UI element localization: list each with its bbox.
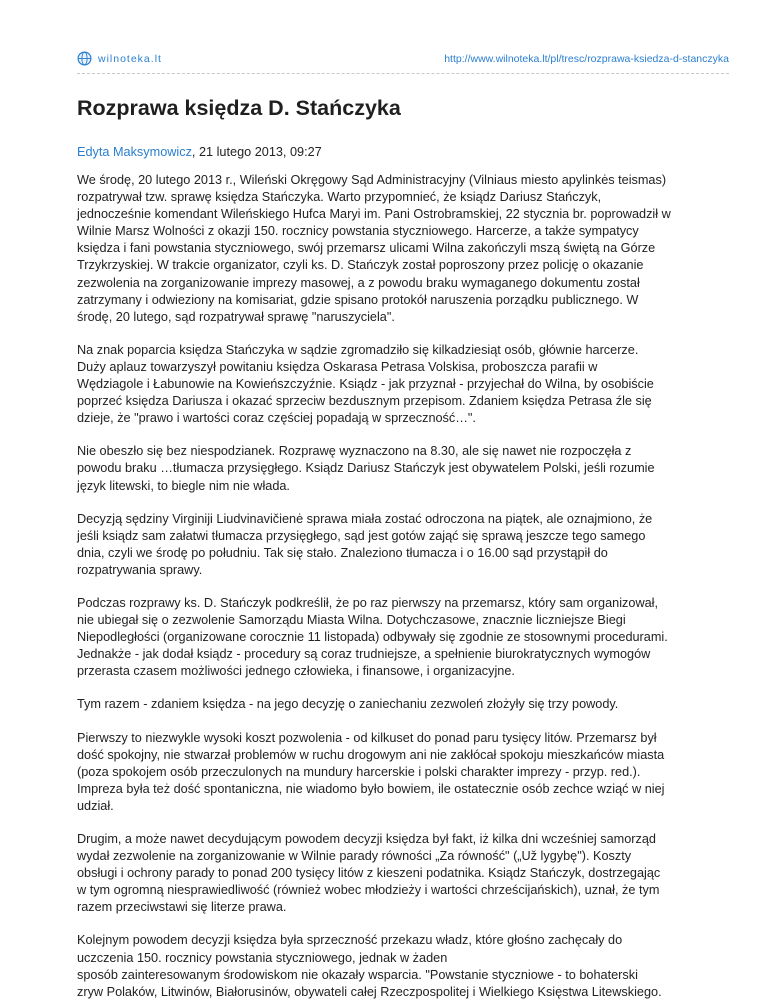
- paragraph-line: udział.: [77, 798, 114, 813]
- paragraph-line: jeśli ksiądz sam załatwi tłumacza przysięgłego, sąd jest gotów zająć się sprawą jeszcze tego samego: [77, 528, 646, 543]
- page-title: Rozprawa księdza D. Stańczyka: [77, 96, 401, 120]
- paragraph-gap: [77, 427, 757, 443]
- article-paragraph: [77, 511, 757, 579]
- site-name[interactable]: wilnoteka.lt: [98, 52, 162, 65]
- paragraph-line: Pierwszy to niezwykle wysoki koszt pozwolenia - od kilkuset do ponad paru tysięcy litów. Przemarsz był: [77, 730, 657, 745]
- article-paragraph: [77, 730, 757, 815]
- paragraph-line: język litewski, to biegle nim nie włada.: [77, 478, 290, 493]
- paragraph-line: księdza i fani powstania styczniowego, swój przemarsz ulicami Wilna zakończyli mszą świętą na Górze: [77, 241, 656, 256]
- paragraph-gap: [77, 916, 757, 932]
- paragraph-line: Trzykrzyskiej. W trakcie organizator, czyli ks. D. Stańczyk został poproszony przez policję o okazanie: [77, 258, 644, 273]
- paragraph-line: wydał zezwolenie na zorganizowanie w Wilnie parady równości „Za równość" („Už lygybę"). Koszty: [77, 849, 632, 864]
- paragraph-line: Podczas rozprawy ks. D. Stańczyk podkreślił, że po raz pierwszy na przemarsz, który sam organizował,: [77, 595, 659, 610]
- article-paragraph: [77, 696, 757, 713]
- paragraph-line: przerasta czasem możliwości jednego człowieka, i finansowe, i organizacyjne.: [77, 664, 515, 679]
- article-body: [77, 172, 757, 1001]
- globe-icon: [77, 51, 92, 66]
- article-paragraph: [77, 172, 757, 326]
- paragraph-line: Drugim, a może nawet decydującym powodem decyzji księdza był fakt, iż kilka dni wcześniej samorząd: [77, 832, 656, 846]
- author-link[interactable]: Edyta Maksymowicz: [77, 145, 192, 159]
- paragraph-line: środę, 20 lutego, sąd rozpatrywał sprawę "naruszyciela".: [77, 309, 395, 324]
- paragraph-gap: [77, 326, 757, 342]
- paragraph-line: rozpatrywania sprawy.: [77, 562, 203, 577]
- paragraph-line: uczczenia 150. rocznicy powstania styczniowego, jednak w żaden: [77, 950, 448, 965]
- paragraph-gap: [77, 680, 757, 696]
- article-paragraph: [77, 932, 757, 1000]
- paragraph-gap: [77, 815, 757, 831]
- paragraph-line: jednocześnie komendant Wileńskiego Hufca Maryi im. Pani Ostrobramskiej, 22 stycznia br. poprowadził w: [77, 207, 671, 222]
- paragraph-gap: [77, 579, 757, 595]
- paragraph-line: dzieje, że "prawo i wartości coraz częściej popadają w sprzeczność…".: [77, 411, 476, 426]
- paragraph-line: Impreza była też dość spontaniczna, nie wiadomo było bowiem, ile ostatecznie osób zechce wziąć w niej: [77, 781, 665, 796]
- article-paragraph: [77, 443, 757, 494]
- paragraph-line: Kolejnym powodem decyzji księdza była sprzeczność przekazu władz, które głośno zachęcały do: [77, 933, 623, 948]
- paragraph-line: Duży aplauz towarzyszył powitaniu księdza Oskarasa Petrasa Volskisa, proboszcza parafii w: [77, 359, 598, 374]
- page-header: [77, 51, 729, 74]
- article-paragraph: [77, 595, 757, 680]
- article-paragraph: [77, 831, 757, 916]
- paragraph-line: razem przeciwstawi się literze prawa.: [77, 900, 287, 915]
- paragraph-line: Nie obeszło się bez niespodzianek. Rozprawę wyznaczono na 8.30, ale się nawet nie rozpoczęła z: [77, 444, 632, 459]
- publish-date: , 21 lutego 2013, 09:27: [191, 145, 322, 159]
- paragraph-line: (poza spokojem osób przeczulonych na mundury harcerskie i polski charakter imprezy - przyp. red.).: [77, 764, 641, 779]
- paragraph-line: Wilnie Marsz Wolności z okazji 150. rocznicy powstania styczniowego. Harcerze, a także sympatycy: [77, 224, 639, 239]
- paragraph-line: Tym razem - zdaniem księdza - na jego decyzję o zaniechaniu zezwoleń złożyły się trzy powody.: [77, 697, 619, 712]
- page-url-link[interactable]: http://www.wilnoteka.lt/pl/tresc/rozprawa-ksiedza-d-stanczyka: [444, 53, 729, 65]
- article-paragraph: [77, 342, 757, 427]
- paragraph-line: w tym ogromną niesprawiedliwość (również wobec młodzieży i wartości chrześcijańskich), uznał, że tym: [77, 883, 660, 898]
- paragraph-line: sposób zainteresowanym środowiskom nie okazały wsparcia. "Powstanie styczniowe - to bohaterski: [77, 967, 638, 982]
- paragraph-line: Niepodległości (organizowane corocznie 11 listopada) odbywały się zgodnie ze stosownymi procedurami.: [77, 630, 668, 645]
- site-logo[interactable]: [77, 51, 162, 66]
- paragraph-line: obsługi i ochrony parady to ponad 200 tysięcy litów z kieszeni podatnika. Ksiądz Stańczyk, dostrzegając: [77, 866, 661, 881]
- paragraph-line: zatrzymany i odwieziony na komisariat, gdzie spisano protokół naruszenia porządku publicznego. W: [77, 292, 639, 307]
- paragraph-line: poprzeć księdza Dariusza i okazać sprzeciw bezdusznym przepisom. Zdaniem księdza Petrasa źle się: [77, 394, 652, 409]
- paragraph-line: nie ubiegał się o zezwolenie Samorządu Miasta Wilna. Dotychczasowe, znacznie liczniejsze Biegi: [77, 613, 626, 628]
- byline: [77, 145, 322, 159]
- paragraph-line: dość spokojny, nie stwarzał problemów w ruchu drogowym ani nie zakłócał spokoju mieszkańców miasta: [77, 747, 665, 762]
- paragraph-line: We środę, 20 lutego 2013 r., Wileński Okręgowy Sąd Administracyjny (Vilniaus miesto apylinkės teismas): [77, 173, 667, 187]
- paragraph-line: zryw Polaków, Litwinów, Białorusinów, obywateli całej Rzeczpospolitej i Wielkiego Księstwa Litewskiego.: [77, 984, 662, 999]
- paragraph-gap: [77, 495, 757, 511]
- paragraph-line: Jednakże - jak dodał ksiądz - procedury są coraz trudniejsze, a spełnienie biurokratycznych wymogów: [77, 647, 651, 662]
- paragraph-line: zezwolenia na zorganizowanie imprezy masowej, a z powodu braku wymaganego dokumentu został: [77, 275, 640, 290]
- paragraph-line: Na znak poparcia księdza Stańczyka w sądzie zgromadziło się kilkadziesiąt osób, głównie harcerze.: [77, 342, 639, 357]
- paragraph-line: Decyzją sędziny Virginiji Liudvinavičienė sprawa miała zostać odroczona na piątek, ale oznajmiono, że: [77, 511, 653, 526]
- paragraph-gap: [77, 714, 757, 730]
- paragraph-line: rozpatrywał tzw. sprawę księdza Stańczyka. Warto przypomnieć, że ksiądz Dariusz Stańczyk,: [77, 190, 602, 205]
- paragraph-line: Wędziagole i Łabunowie na Kowieńszczyźnie. Ksiądz - jak przyznał - przyjechał do Wilna, by osobiście: [77, 377, 654, 392]
- paragraph-line: powodu braku …tłumacza przysięgłego. Ksiądz Dariusz Stańczyk jest obywatelem Polski, jeśli rozumie: [77, 461, 655, 476]
- paragraph-line: dnia, czyli we środę po południu. Tak się stało. Znaleziono tłumacza i o 16.00 sąd przystąpił do: [77, 545, 608, 560]
